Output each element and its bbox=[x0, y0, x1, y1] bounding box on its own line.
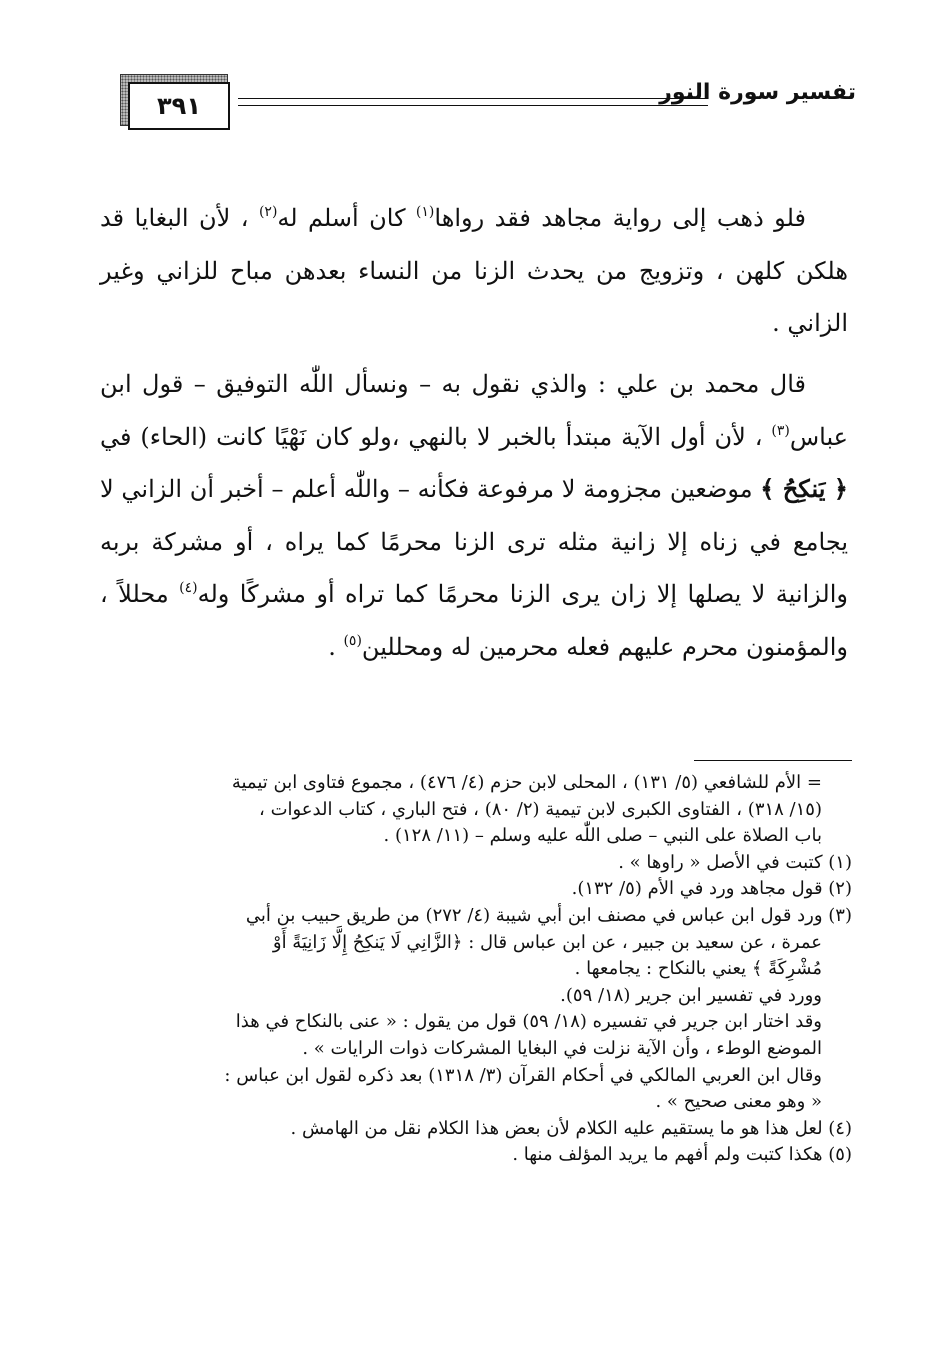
paragraph-2-text bbox=[100, 358, 848, 673]
footnote-1: (١) كتبت في الأصل « راوها » . bbox=[618, 851, 852, 873]
footnote-ref-2[interactable]: (٢) bbox=[258, 204, 278, 220]
footnote-2: (٢) قول مجاهد ورد في الأم (٥/ ١٣٢). bbox=[571, 878, 852, 900]
footnote-3-line: وورد في تفسير ابن جرير (١٨/ ٥٩). bbox=[560, 984, 822, 1006]
footnotes bbox=[108, 770, 852, 1169]
page-number-box bbox=[120, 74, 232, 130]
para2-segment-c: موضعين مجزومة لا مرفوعة فكأنه – واللّٰه أعلم – أخبر أن الزاني لا يجامع في زناه إلا زانية مثله ترى الزنا محرمًا كما يراه ، أو مشركة بربه والزانية لا يصلها إلا زان يرى الزنا محرمًا كما تراه أو مشركًا وله bbox=[100, 475, 848, 608]
header-rule bbox=[238, 98, 708, 106]
footnote-continuation-line: باب الصلاة على النبي – صلى اللّٰه عليه وسلم – (١١/ ١٢٨) . bbox=[383, 825, 822, 847]
para1-segment-a: فلو ذهب إلى رواية مجاهد فقد رواها bbox=[434, 204, 806, 232]
page-header bbox=[120, 68, 856, 138]
footnote-3-line: مُشْرِكَةً ﴾ يعني بالنكاح : يجامعها . bbox=[574, 958, 822, 980]
para2-segment-d: محللاً ، والمؤمنون محرم عليهم فعله محرمين له ومحللين bbox=[100, 580, 848, 661]
footnote-continuation-line: (١٥/ ٣١٨) ، الفتاوى الكبرى لابن تيمية (٢/ ٨٠) ، فتح الباري ، كتاب الدعوات ، bbox=[259, 798, 822, 820]
para2-segment-e: . bbox=[328, 632, 344, 661]
para1-segment-b: كان أسلم له bbox=[277, 204, 416, 232]
para2-segment-a: قال محمد بن علي : والذي نقول به – ونسأل اللّٰه التوفيق – قول ابن عباس bbox=[100, 370, 848, 451]
footnote-ref-3[interactable]: (٣) bbox=[771, 422, 790, 439]
footnote-3-line: وقد اختار ابن جرير في تفسيره (١٨/ ٥٩) قول من يقول : « عنى بالنكاح في هذا bbox=[235, 1011, 822, 1033]
footnote-4: (٤) لعل هذا هو ما يستقيم عليه الكلام لأن بعض هذا الكلام نقل من الهامش . bbox=[290, 1117, 852, 1139]
footnote-5: (٥) هكذا كتبت ولم أفهم ما يريد المؤلف منها . bbox=[512, 1144, 852, 1166]
paragraph-1-text bbox=[100, 192, 848, 350]
quran-quote: ﴿ يَنكِحُ ﴾ bbox=[760, 474, 848, 503]
footnote-3-line: وقال ابن العربي المالكي في أحكام القرآن (٣/ ١٣١٨) بعد ذكره لقول ابن عباس : bbox=[224, 1064, 822, 1086]
page-number: ٣٩١ bbox=[128, 82, 230, 130]
para2-segment-b: ، لأن أول الآية مبتدأ بالخبر لا بالنهي ،ولو كان نَهْيًا كانت (الحاء) في bbox=[100, 422, 772, 451]
footnote-ref-1[interactable]: (١) bbox=[415, 204, 435, 220]
running-title: تفسير سورة النور bbox=[659, 80, 856, 105]
body-paragraph-2 bbox=[100, 358, 848, 673]
footnote-separator bbox=[694, 760, 852, 761]
footnote-ref-5[interactable]: (٥) bbox=[343, 632, 362, 649]
footnote-3-line: الموضع الوطء ، وأن الآية نزلت في البغايا المشركات ذوات الرايات » . bbox=[302, 1037, 822, 1059]
footnote-ref-4[interactable]: (٤) bbox=[179, 580, 198, 596]
footnote-3-line: عمرة ، عن سعيد بن جبير ، عن ابن عباس قال : ﴿الزَّانِي لَا يَنكِحُ إِلَّا زَانِيَةً أَوْ bbox=[272, 931, 822, 953]
para1-segment-c: ، لأن البغايا قد هلكن كلهن ، وتزويج من يحدث الزنا من النساء بعدهن مباح للزاني وغير الزاني . bbox=[100, 204, 848, 337]
body-paragraph-1 bbox=[100, 192, 848, 350]
footnote-3: (٣) ورد قول ابن عباس في مصنف ابن أبي شيبة (٤/ ٢٧٢) من طريق حبيب بن أبي bbox=[245, 904, 852, 926]
footnote-continuation-line: = الأم للشافعي (٥/ ١٣١) ، المحلى لابن حزم (٤/ ٤٧٦) ، مجموع فتاوى ابن تيمية bbox=[231, 772, 822, 793]
footnote-3-line: « وهو معنى صحيح » . bbox=[655, 1091, 822, 1113]
